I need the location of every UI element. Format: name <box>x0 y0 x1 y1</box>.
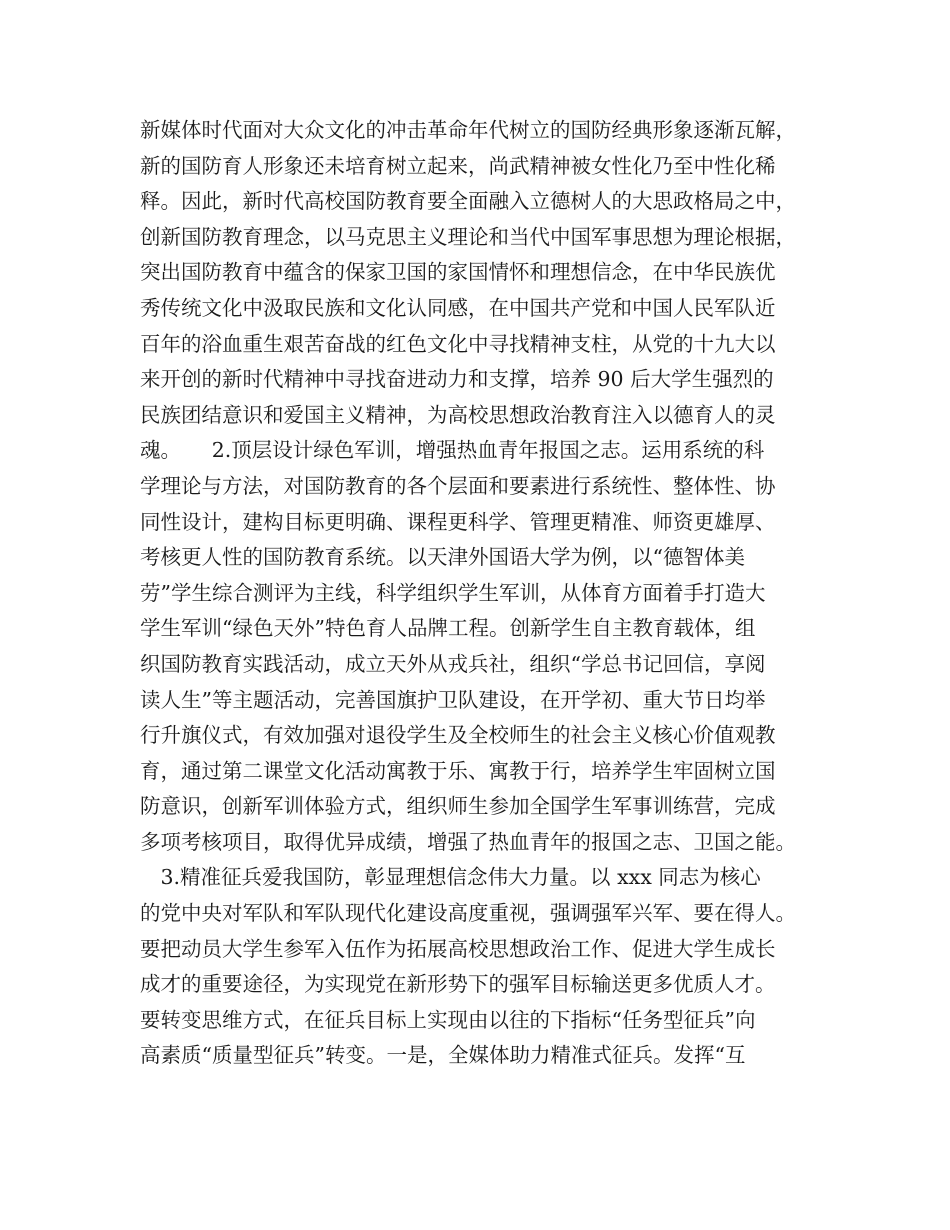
text-line: 魂。 2.顶层设计绿色军训，增强热血青年报国之志。运用系统的科 <box>140 438 765 463</box>
text-line: 百年的浴血重生艰苦奋战的红色文化中寻找精神支柱，从党的十九大以 <box>140 331 776 356</box>
text-line: 释。因此，新时代高校国防教育要全面融入立德树人的大思政格局之中， <box>140 189 796 214</box>
text-line: 的党中央对军队和军队现代化建设高度重视，强调强军兴军、要在得人。 <box>140 901 796 926</box>
text-line: 秀传统文化中汲取民族和文化认同感，在中国共产党和中国人民军队近 <box>140 295 776 320</box>
text-line: 多项考核项目，取得优异成绩，增强了热血青年的报国之志、卫国之能。 <box>140 829 796 854</box>
body-text <box>140 113 830 1074</box>
text-line: 行升旗仪式，有效加强对退役学生及全校师生的社会主义核心价值观教 <box>140 723 776 748</box>
text-line: 突出国防教育中蕴含的保家卫国的家国情怀和理想信念，在中华民族优 <box>140 260 776 285</box>
text-line: 学理论与方法，对国防教育的各个层面和要素进行系统性、整体性、协 <box>140 473 776 498</box>
text-line: 学生军训“绿色天外”特色育人品牌工程。创新学生自主教育载体，组 <box>140 616 756 641</box>
text-line: 新的国防育人形象还未培育树立起来，尚武精神被女性化乃至中性化稀 <box>140 153 776 178</box>
text-line: 读人生”等主题活动，完善国旗护卫队建设，在开学初、重大节日均举 <box>140 687 766 712</box>
text-line: 成才的重要途径，为实现党在新形势下的强军目标输送更多优质人才。 <box>140 972 776 997</box>
text-line: 同性设计，建构目标更明确、课程更科学、管理更精准、师资更雄厚、 <box>140 509 776 534</box>
text-line: 织国防教育实践活动，成立天外从戎兵社，组织“学总书记回信，享阅 <box>140 651 766 676</box>
text-line: 3.精准征兵爱我国防，彰显理想信念伟大力量。以 xxx 同志为核心 <box>140 865 761 890</box>
text-line: 民族团结意识和爱国主义精神，为高校思想政治教育注入以德育人的灵 <box>140 402 776 427</box>
text-line: 要转变思维方式，在征兵目标上实现由以往的下指标“任务型征兵”向 <box>140 1007 756 1032</box>
text-line: 育，通过第二课堂文化活动寓教于乐、寓教于行，培养学生牢固树立国 <box>140 758 776 783</box>
text-line: 创新国防教育理念，以马克思主义理论和当代中国军事思想为理论根据， <box>140 224 796 249</box>
text-line: 防意识，创新军训体验方式，组织师生参加全国学生军事训练营，完成 <box>140 794 776 819</box>
text-line: 要把动员大学生参军入伍作为拓展高校思想政治工作、促进大学生成长 <box>140 936 776 961</box>
text-line: 考核更人性的国防教育系统。以天津外国语大学为例，以“德智体美 <box>140 545 745 570</box>
text-line: 高素质“质量型征兵”转变。一是，全媒体助力精准式征兵。发挥“互 <box>140 1043 746 1068</box>
text-line: 新媒体时代面对大众文化的冲击革命年代树立的国防经典形象逐渐瓦解， <box>140 118 796 142</box>
text-line: 劳”学生综合测评为主线，科学组织学生军训，从体育方面着手打造大 <box>140 580 766 605</box>
text-line: 来开创的新时代精神中寻找奋进动力和支撑，培养 90 后大学生强烈的 <box>140 367 774 392</box>
